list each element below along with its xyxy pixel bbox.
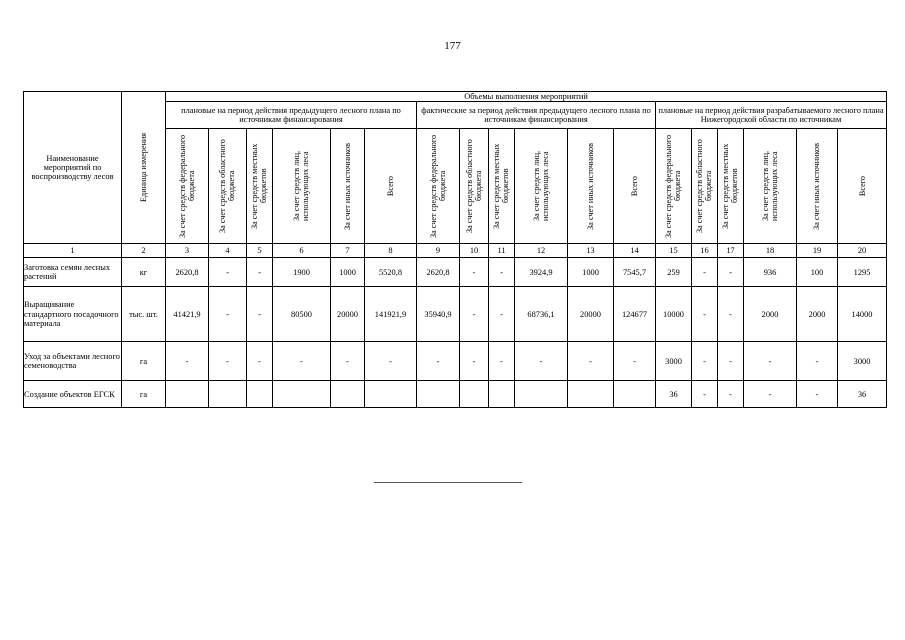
column-number: 19 <box>797 244 838 258</box>
table-cell <box>166 381 209 408</box>
row-unit: га <box>122 381 166 408</box>
table-cell <box>460 381 489 408</box>
table-cell: 936 <box>744 258 797 287</box>
table-cell <box>614 381 656 408</box>
table-cell: - <box>568 342 614 381</box>
table-cell: - <box>166 342 209 381</box>
column-number: 12 <box>515 244 568 258</box>
table-cell: 2620,8 <box>417 258 460 287</box>
column-number: 14 <box>614 244 656 258</box>
row-unit: кг <box>122 258 166 287</box>
table-cell: 2000 <box>797 287 838 342</box>
table-row <box>24 258 887 287</box>
table-cell: - <box>247 258 273 287</box>
table-cell: - <box>489 287 515 342</box>
table-cell: - <box>209 258 247 287</box>
column-number: 9 <box>417 244 460 258</box>
column-number: 17 <box>718 244 744 258</box>
column-number-row <box>24 244 887 258</box>
table-cell <box>209 381 247 408</box>
table-cell <box>331 381 365 408</box>
column-number: 11 <box>489 244 515 258</box>
table-cell: 2620,8 <box>166 258 209 287</box>
table-cell: - <box>209 342 247 381</box>
row-name: Уход за объектами лесного семеноводства <box>24 342 122 381</box>
table-cell: 1000 <box>568 258 614 287</box>
column-number: 16 <box>692 244 718 258</box>
table-cell: - <box>718 381 744 408</box>
header-row-volumes <box>24 92 887 102</box>
footnote-divider <box>374 482 522 483</box>
table-cell: 10000 <box>656 287 692 342</box>
table-cell <box>247 381 273 408</box>
table-cell <box>568 381 614 408</box>
column-number: 18 <box>744 244 797 258</box>
table-cell: - <box>692 258 718 287</box>
table-cell: - <box>365 342 417 381</box>
row-unit: тыс. шт. <box>122 287 166 342</box>
table-cell: - <box>417 342 460 381</box>
table-cell: 141921,9 <box>365 287 417 342</box>
column-number: 7 <box>331 244 365 258</box>
column-number: 13 <box>568 244 614 258</box>
column-number: 2 <box>122 244 166 258</box>
table-cell: 1295 <box>838 258 887 287</box>
column-number: 3 <box>166 244 209 258</box>
row-name: Заготовка семян лесных растений <box>24 258 122 287</box>
source-header-federal: За счет средств федерального бюджета <box>664 134 683 238</box>
table-cell: - <box>718 258 744 287</box>
source-header-other: За счет иных источников <box>585 143 595 230</box>
table-cell: 41421,9 <box>166 287 209 342</box>
table-cell: - <box>614 342 656 381</box>
source-header-regional: За счет средств областного бюджета <box>218 139 237 234</box>
table-cell: 7545,7 <box>614 258 656 287</box>
table-cell: 100 <box>797 258 838 287</box>
source-header-forest-users: За счет средств лиц, использующих леса <box>531 151 550 222</box>
source-header-forest-users: За счет средств лиц, использующих леса <box>292 151 311 222</box>
unit-header: Единица измерения <box>138 133 148 203</box>
source-header-other: За счет иных источников <box>342 143 352 230</box>
table-cell: - <box>744 342 797 381</box>
row-name: Создание объектов ЕГСК <box>24 381 122 408</box>
group-header-planned-prev: плановые на период действия предыдущего лесного плана по источникам финансирования <box>166 102 417 129</box>
reforestation-table <box>23 91 887 408</box>
group-header-planned-new: плановые на период действия разрабатываемого лесного плана Нижегородской области по источникам <box>656 102 887 129</box>
source-header-total: Всего <box>385 176 395 197</box>
table-cell: 1900 <box>273 258 331 287</box>
source-header-local: За счет средств местных бюджетов <box>250 143 269 230</box>
table-cell: - <box>744 381 797 408</box>
table-row <box>24 287 887 342</box>
table-cell: 35940,9 <box>417 287 460 342</box>
table-cell: 80500 <box>273 287 331 342</box>
source-header-federal: За счет средств федерального бюджета <box>428 134 447 238</box>
source-header-total: Всего <box>629 176 639 197</box>
row-name: Выращивание стандартного посадочного материала <box>24 287 122 342</box>
table-cell <box>489 381 515 408</box>
table-cell: - <box>460 258 489 287</box>
table-cell: 20000 <box>568 287 614 342</box>
table-cell: - <box>515 342 568 381</box>
table-cell: 3000 <box>656 342 692 381</box>
source-header-regional: За счет средств областного бюджета <box>464 139 483 234</box>
source-header-local: За счет средств местных бюджетов <box>721 143 740 230</box>
table-cell: - <box>692 381 718 408</box>
unit-header-cell <box>122 92 166 244</box>
table-row <box>24 381 887 408</box>
table-cell: - <box>692 287 718 342</box>
table-cell: - <box>247 287 273 342</box>
table-cell: - <box>489 258 515 287</box>
table-cell <box>515 381 568 408</box>
table-cell <box>417 381 460 408</box>
table-cell: 5520,8 <box>365 258 417 287</box>
table-cell: 20000 <box>331 287 365 342</box>
table-cell: - <box>718 342 744 381</box>
table-cell: 14000 <box>838 287 887 342</box>
table-cell: 259 <box>656 258 692 287</box>
source-header-other: За счет иных источников <box>812 143 822 230</box>
table-cell: 3000 <box>838 342 887 381</box>
table-cell: 36 <box>656 381 692 408</box>
table-cell: 36 <box>838 381 887 408</box>
volumes-header: Объемы выполнения мероприятий <box>166 92 887 102</box>
column-number: 4 <box>209 244 247 258</box>
table-cell: 2000 <box>744 287 797 342</box>
table-cell: 1000 <box>331 258 365 287</box>
table-cell: - <box>718 287 744 342</box>
table-cell: - <box>273 342 331 381</box>
table-cell: - <box>460 287 489 342</box>
source-header-forest-users: За счет средств лиц, использующих леса <box>760 151 779 222</box>
source-header-local: За счет средств местных бюджетов <box>492 143 511 230</box>
name-header: Наименование мероприятий по воспроизводству лесов <box>24 92 122 244</box>
table-cell: - <box>797 342 838 381</box>
row-unit: га <box>122 342 166 381</box>
table-cell: - <box>209 287 247 342</box>
table-cell: - <box>489 342 515 381</box>
source-header-federal: За счет средств федерального бюджета <box>177 134 196 238</box>
column-number: 6 <box>273 244 331 258</box>
table-cell: - <box>797 381 838 408</box>
table-cell: 68736,1 <box>515 287 568 342</box>
column-number: 8 <box>365 244 417 258</box>
table-cell: - <box>692 342 718 381</box>
table-cell: 124677 <box>614 287 656 342</box>
table-cell: - <box>460 342 489 381</box>
source-header-total: Всего <box>857 176 867 197</box>
table-cell: 3924,9 <box>515 258 568 287</box>
page-number: 177 <box>444 40 461 52</box>
column-number: 15 <box>656 244 692 258</box>
column-number: 5 <box>247 244 273 258</box>
table-cell: - <box>247 342 273 381</box>
group-header-actual-prev: фактические за период действия предыдущего лесного плана по источникам финансирования <box>417 102 656 129</box>
table-cell <box>365 381 417 408</box>
table-cell <box>273 381 331 408</box>
column-number: 20 <box>838 244 887 258</box>
column-number: 1 <box>24 244 122 258</box>
column-number: 10 <box>460 244 489 258</box>
source-header-regional: За счет средств областного бюджета <box>695 139 714 234</box>
table-cell: - <box>331 342 365 381</box>
table-row <box>24 342 887 381</box>
